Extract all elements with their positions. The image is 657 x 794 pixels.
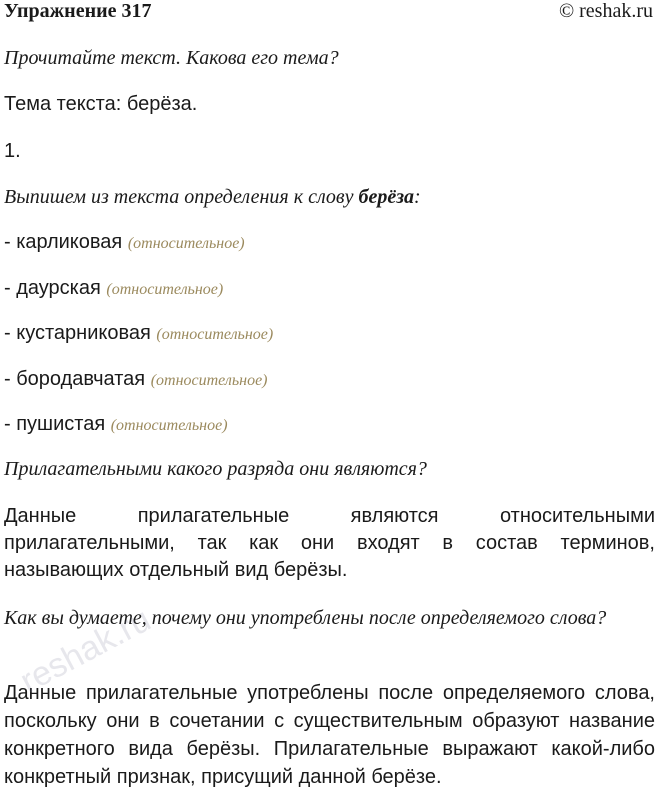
answer-3: Данные прилагательные являются относительными прилагательными, так как они входят в состав терминов, называющих отдельный вид берёзы. — [4, 505, 655, 581]
question-3: Прилагательными какого разряда они являются? — [4, 458, 427, 480]
definition-word: - бородавчатая — [4, 368, 146, 390]
question-2-keyword: берёза — [358, 186, 415, 208]
item-number: 1. — [4, 140, 21, 162]
question-2-prefix: Выпишем из текста определения к слову — [4, 186, 359, 208]
page-header — [4, 0, 653, 24]
question-2-suffix: : — [414, 186, 421, 208]
definition-word: - пушистая — [4, 413, 106, 435]
source-label: © reshak.ru — [558, 0, 653, 22]
list-item — [4, 412, 655, 438]
question-4: Как вы думаете, почему они употреблены после определяемого слова? — [4, 607, 607, 629]
answer-4: Данные прилагательные употреблены после определяемого слова, поскольку они в сочетании с существительным образуют название конкретного вида берёзы. Прилагательные выражают какой-либо конкретный признак, присущий данной берёзе. — [4, 682, 655, 788]
exercise-title: Упражнение 317 — [4, 0, 152, 22]
list-item — [4, 367, 655, 393]
list-item — [4, 230, 655, 256]
definition-word: - кустарниковая — [4, 322, 151, 344]
definition-note: (относительное) — [150, 372, 268, 389]
definition-word: - даурская — [4, 277, 101, 299]
list-item — [4, 321, 655, 347]
definition-word: - карликовая — [4, 231, 123, 253]
question-2 — [4, 185, 655, 209]
definition-note: (относительное) — [127, 235, 245, 252]
list-item — [4, 276, 655, 302]
topic-answer: Тема текста: берёза. — [4, 93, 198, 115]
definition-note: (относительное) — [106, 281, 224, 298]
definition-note: (относительное) — [156, 326, 274, 343]
watermark: reshak.ru — [14, 600, 157, 701]
question-1: Прочитайте текст. Какова его тема? — [4, 47, 339, 69]
definition-note: (относительное) — [110, 417, 228, 434]
